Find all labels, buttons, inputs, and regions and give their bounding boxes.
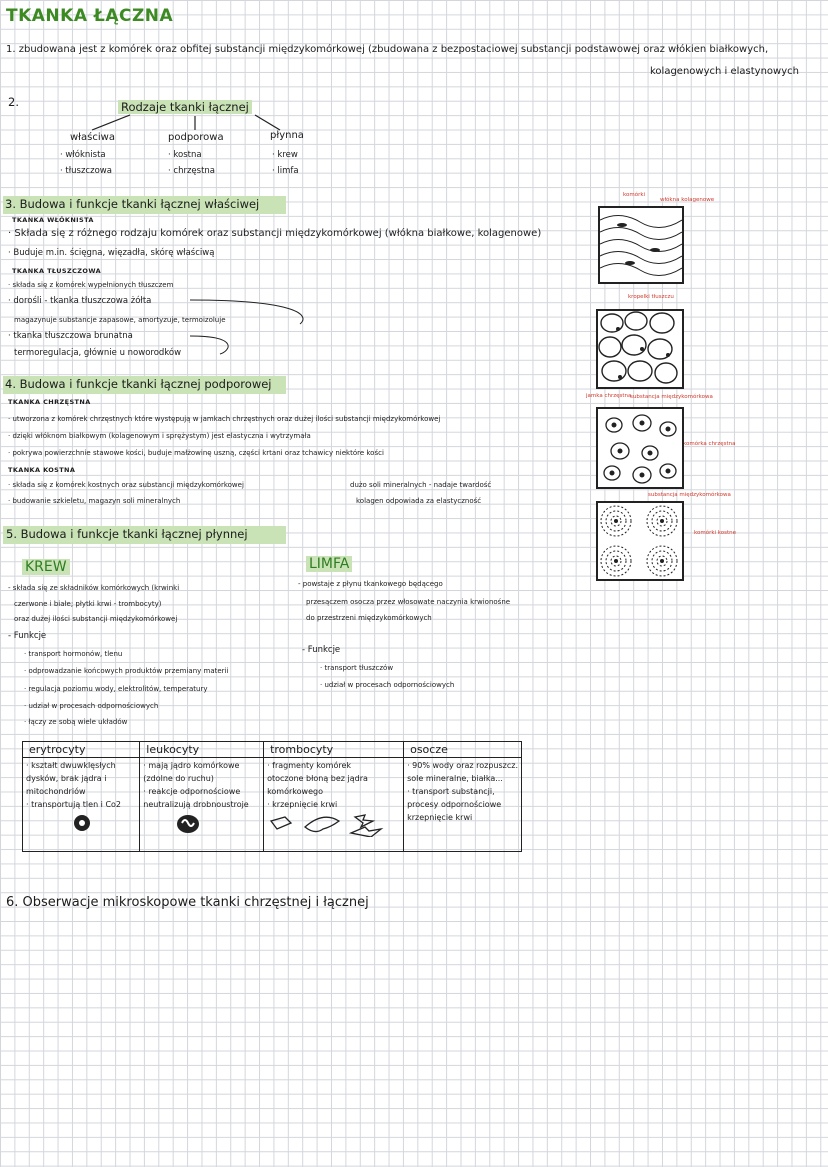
limfa-f1: · transport tłuszczów [320, 664, 394, 672]
th-erytrocyty: erytrocyty [23, 742, 140, 758]
s3-arrows [180, 296, 320, 366]
types-root: Rodzaje tkanki łącznej [118, 100, 252, 114]
label-kropelki: kropelki tłuszczu [628, 294, 674, 300]
blood-components-table [22, 741, 522, 852]
type-podporowa-item: · chrzęstna [168, 166, 216, 176]
p1-line2: kolagenowych i elastynowych [650, 66, 799, 77]
s3-sub2: TKANKA TŁUSZCZOWA [12, 267, 102, 275]
bone-tissue-drawing [596, 501, 684, 581]
page-title: TKANKA ŁĄCZNA [6, 6, 174, 26]
td-trombocyty: · fragmenty komórek otoczone błoną bez jądra komórkowego · krzepnięcie krwi [264, 758, 404, 852]
s3-b5: magazynuje substancje zapasowe, amortyzuje, termoizoluje [14, 316, 226, 324]
type-wlasciwa-item: · włóknista [60, 150, 106, 160]
limfa-l1: - powstaje z płynu tkankowego będącego [298, 580, 443, 588]
label-jamka: jamka chrzęstna [586, 393, 632, 399]
s4-sub2: TKANKA KOSTNA [8, 466, 76, 474]
limfa-l3: do przestrzeni międzykomórkowych [306, 614, 432, 622]
s4-sub1: TKANKA CHRZĘSTNA [8, 398, 91, 406]
s4-heading: 4. Budowa i funkcje tkanki łącznej podporowej [5, 377, 272, 391]
label-wlokna: włókna kolagenowe [660, 197, 715, 203]
s3-sub1: TKANKA WŁÓKNISTA [12, 216, 94, 224]
krew-f3: · regulacja poziomu wody, elektrolitów, temperatury [24, 685, 208, 693]
s4-b2: · dzięki włóknom białkowym (kolagenowym i sprężystym) jest elastyczna i wytrzymała [8, 432, 311, 440]
s5-heading: 5. Budowa i funkcje tkanki łącznej płynnej [6, 527, 248, 541]
krew-funkcje: - Funkcje [8, 631, 47, 641]
p2-num: 2. [8, 95, 19, 109]
type-plynna-item: · limfa [272, 166, 299, 176]
s3-heading: 3. Budowa i funkcje tkanki łącznej właściwej [5, 197, 260, 211]
krew-f5: · łączy ze sobą wiele układów [24, 718, 128, 726]
limfa-l2: przesączem osocza przez włosowate naczynia krwionośne [306, 598, 511, 606]
s4-b4: · składa się z komórek kostnych oraz substancji międzykomórkowej [8, 481, 244, 489]
s4-n1: dużo soli mineralnych - nadaje twardość [350, 481, 492, 489]
type-plynna: płynna [270, 130, 304, 141]
s4-n2: kolagen odpowiada za elastyczność [356, 497, 482, 505]
krew-f1: · transport hormonów, tlenu [24, 650, 123, 658]
thrombocyte-icons [267, 811, 392, 837]
krew-l3: oraz dużej ilości substancji międzykomórkowej [14, 615, 178, 623]
type-podporowa: podporowa [168, 132, 224, 143]
types-arrows [80, 112, 300, 134]
th-trombocyty: trombocyty [264, 742, 404, 758]
krew-title: KREW [22, 559, 70, 575]
type-wlasciwa-item: · tłuszczowa [60, 166, 112, 176]
s4-b3: · pokrywa powierzchnie stawowe kości, buduje małżowinę uszną, części krtani oraz tchawicy niektóre kości [8, 449, 384, 457]
erythrocyte-icon [70, 813, 94, 833]
fibrous-tissue-drawing [598, 206, 684, 284]
label-substancja-2: substancja międzykomórkowa [648, 492, 731, 498]
td-osocze: · 90% wody oraz rozpuszcz. sole mineralne, białka... · transport substancji, procesy odpornościowe krzepnięcie krwi [404, 758, 522, 852]
s6-heading: 6. Obserwacje mikroskopowe tkanki chrzęstnej i łącznej [6, 895, 369, 910]
th-leukocyty: leukocyty [140, 742, 264, 758]
s3-b2: · Buduje m.in. ścięgna, więzadła, skórę właściwą [8, 248, 215, 258]
p1-line1: 1. zbudowana jest z komórek oraz obfitej substancji międzykomórkowej (zbudowana z bezpostaciowej substancji podstawowej oraz włókien białkowych, [6, 44, 769, 55]
td-erytrocyty: · kształt dwuwklęsłych dysków, brak jądra i mitochondriów · transportują tlen i Co2 [23, 758, 140, 852]
label-komorka-chrzestna: komórka chrzęstna [683, 441, 736, 447]
leukocyte-icon [175, 813, 201, 835]
s3-b6: · tkanka tłuszczowa brunatna [8, 331, 133, 341]
label-komorki-kostne: komórki kostne [694, 530, 737, 536]
limfa-funkcje: - Funkcje [302, 645, 341, 655]
label-komorki: komórki [623, 192, 646, 198]
krew-f2: · odprowadzanie końcowych produktów przemiany materii [24, 667, 229, 675]
type-plynna-item: · krew [272, 150, 298, 160]
s3-b1: · Składa się z różnego rodzaju komórek oraz substancji międzykomórkowej (włókna białkowe, kolagenowe) [8, 228, 542, 239]
s4-b1: · utworzona z komórek chrzęstnych które występują w jamkach chrzęstnych oraz dużej ilości substancji międzykomórkowej [8, 415, 441, 423]
type-podporowa-item: · kostna [168, 150, 202, 160]
krew-l1: - składa się ze składników komórkowych (krwinki [8, 584, 180, 592]
adipose-tissue-drawing [596, 309, 684, 389]
label-substancja-1: substancja międzykomórkowa [630, 394, 713, 400]
s3-b7: termoregulacja, głównie u noworodków [14, 348, 182, 358]
type-wlasciwa: właściwa [70, 132, 115, 143]
limfa-f2: · udział w procesach odpornościowych [320, 681, 455, 689]
limfa-title: LIMFA [306, 556, 352, 572]
s3-b3: · składa się z komórek wypełnionych tłuszczem [8, 281, 174, 289]
cartilage-drawing [596, 407, 684, 489]
s4-b5: · budowanie szkieletu, magazyn soli mineralnych [8, 497, 181, 505]
krew-l2: czerwone i białe; płytki krwi - trombocyty) [14, 600, 162, 608]
th-osocze: osocze [404, 742, 522, 758]
s3-b4: · dorośli - tkanka tłuszczowa żółta [8, 296, 152, 306]
td-leukocyty: · mają jądro komórkowe (zdolne do ruchu) · reakcje odpornościowe neutralizują drobnoustroje [140, 758, 264, 852]
krew-f4: · udział w procesach odpornościowych [24, 702, 159, 710]
